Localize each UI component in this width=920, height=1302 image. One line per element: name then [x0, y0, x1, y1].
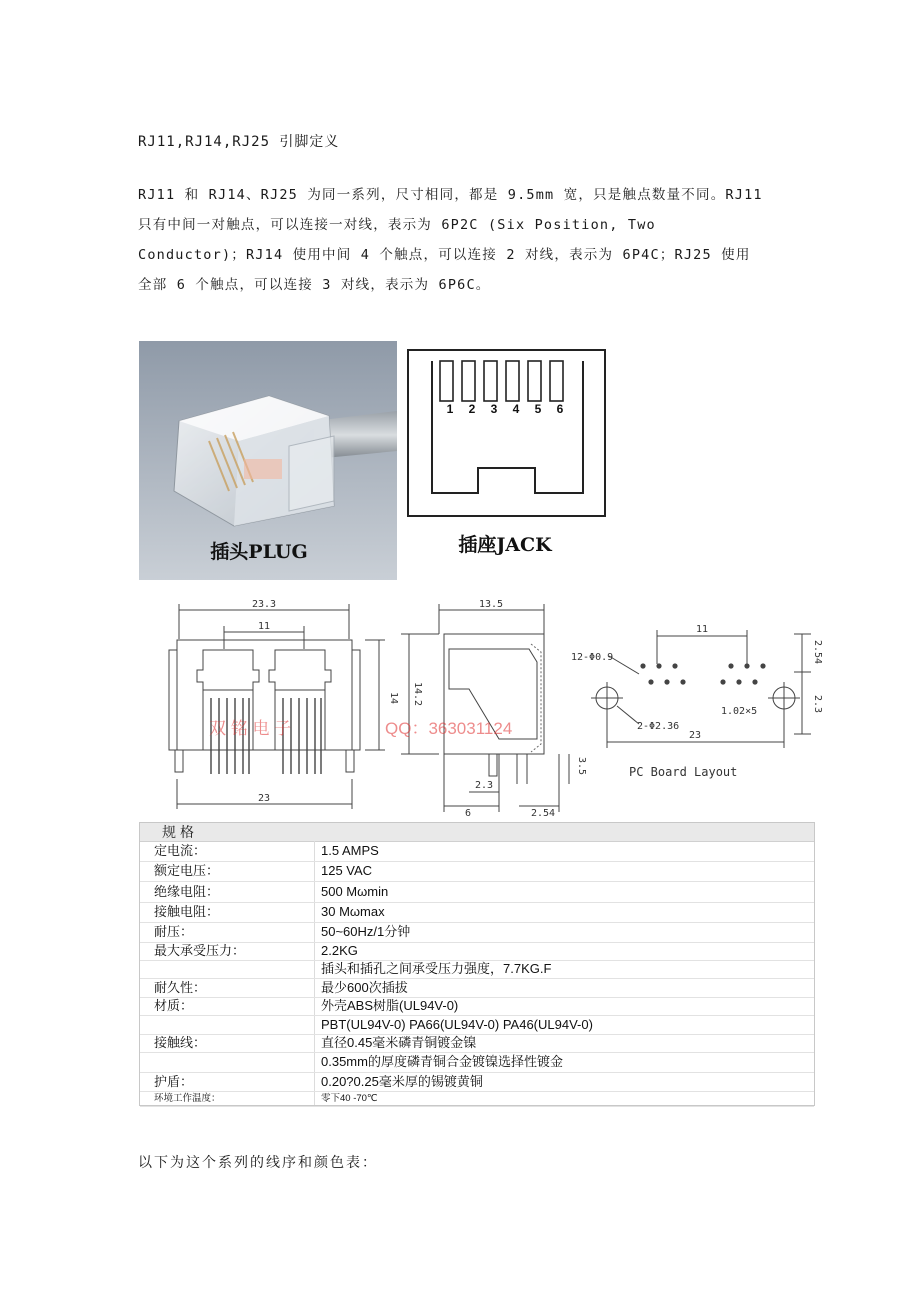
watermark-cn: 双 铭 电 子 — [209, 719, 292, 738]
spec-row — [140, 841, 814, 862]
jack-diagram — [405, 341, 605, 581]
spec-table-title: 规格 — [162, 824, 198, 840]
spec-row — [140, 978, 814, 998]
spec-key: 材质： — [154, 998, 194, 1013]
spec-row — [140, 1015, 814, 1035]
spec-value: 0.20?0.25毫米厚的锡镀黄铜 — [321, 1074, 483, 1089]
dim-pcb-holes: 12-Φ0.9 — [571, 652, 614, 663]
intro-line: 只有中间一对触点，可以连接一对线，表示为 6P2C (Six Position, Two — [138, 217, 656, 233]
spec-key: 环境工作温度： — [154, 1093, 221, 1104]
spec-value: 零下40 -70℃ — [321, 1093, 378, 1104]
spec-row — [140, 881, 814, 903]
footer-text: 以下为这个系列的线序和颜色表： — [138, 1155, 378, 1171]
dim-front-width: 23.3 — [251, 599, 277, 610]
spec-table-header — [140, 823, 814, 842]
spec-table — [139, 822, 815, 1106]
spec-key: 接触线： — [154, 1035, 207, 1050]
spec-row — [140, 1052, 814, 1073]
spec-value: 最少600次插拔 — [321, 980, 408, 995]
spec-row — [140, 922, 814, 943]
intro-line: 全部 6 个触点，可以连接 3 对线，表示为 6P6C。 — [138, 277, 491, 293]
dim-pcb-right: 2.3 — [812, 694, 823, 714]
dim-front-height: 14 — [388, 691, 399, 705]
watermark-qq: QQ：363031124 — [385, 719, 513, 738]
jack-pin-label: 6 — [556, 402, 564, 416]
dim-side-pitch: 2.54 — [531, 808, 556, 819]
spec-key: 耐压： — [154, 924, 194, 939]
doc-title: RJ11,RJ14,RJ25 引脚定义 — [138, 134, 340, 151]
spec-key: 接触电阻： — [154, 904, 220, 919]
dim-pcb-right-top: 2.54 — [812, 639, 823, 665]
jack-pin-label: 4 — [512, 402, 520, 416]
jack-pin-label: 5 — [534, 402, 542, 416]
jack-pin-label: 2 — [468, 402, 476, 416]
dimension-drawings — [139, 594, 823, 819]
jack-pin-label: 1 — [446, 402, 454, 416]
spec-value: 30 Mωmax — [321, 904, 385, 919]
spec-value: 50~60Hz/1分钟 — [321, 924, 411, 939]
spec-key: 最大承受压力： — [154, 943, 246, 958]
dim-pcb-top: 11 — [695, 624, 709, 635]
dim-pcb-big-holes: 2-Φ2.36 — [637, 721, 680, 732]
spec-value: 0.35mm的厚度磷青铜合金镀镍选择性镀金 — [321, 1054, 563, 1069]
spec-row — [140, 902, 814, 923]
plug-caption: 插头PLUG — [210, 541, 308, 563]
plug-photo — [139, 341, 397, 580]
dim-pcb-width: 23 — [688, 730, 702, 741]
spec-value: 插头和插孔之间承受压力强度，7.7KG.F — [321, 961, 552, 976]
spec-row — [140, 1091, 814, 1107]
jack-caption: 插座JACK — [458, 534, 552, 556]
spec-key: 耐久性： — [154, 980, 207, 995]
spec-key: 定电流： — [154, 843, 207, 858]
dim-front-inner: 11 — [257, 621, 271, 632]
spec-value: 直径0.45毫米磷青铜镀金镍 — [321, 1035, 477, 1050]
spec-row — [140, 960, 814, 979]
dim-pcb-pitch: 1.02×5 — [721, 706, 758, 717]
dim-side-pin-len: 3.5 — [576, 756, 587, 776]
spec-row — [140, 861, 814, 882]
dim-front-bottom: 23 — [257, 793, 271, 804]
spec-key: 额定电压： — [154, 863, 220, 878]
dim-side-width: 13.5 — [478, 599, 504, 610]
spec-value: 2.2KG — [321, 943, 358, 958]
spec-value: 125 VAC — [321, 863, 373, 878]
spec-row — [140, 1034, 814, 1053]
dim-side-bottom: 6 — [465, 808, 472, 819]
spec-row — [140, 1072, 814, 1092]
spec-value: 1.5 AMPS — [321, 843, 379, 858]
spec-row — [140, 942, 814, 961]
spec-row — [140, 997, 814, 1016]
intro-paragraph — [138, 180, 788, 300]
spec-value: 500 Mωmin — [321, 884, 389, 899]
spec-key: 护盾： — [154, 1074, 194, 1089]
jack-pin-label: 3 — [490, 402, 498, 416]
intro-line: RJ11 和 RJ14、RJ25 为同一系列，尺寸相同，都是 9.5mm 宽，只是触点数量不同。RJ11 — [138, 187, 763, 203]
spec-value: 外壳ABS树脂(UL94V-0) — [321, 998, 459, 1013]
pcb-caption: PC Board Layout — [629, 765, 738, 779]
spec-value: PBT(UL94V-0) PA66(UL94V-0) PA46(UL94V-0) — [321, 1017, 593, 1032]
dim-side-height: 14.2 — [412, 681, 423, 707]
intro-line: Conductor)；RJ14 使用中间 4 个触点，可以连接 2 对线，表示为 6P4C；RJ25 使用 — [138, 247, 751, 263]
dim-side-pin: 2.3 — [475, 780, 494, 791]
spec-key: 绝缘电阻： — [154, 884, 220, 899]
